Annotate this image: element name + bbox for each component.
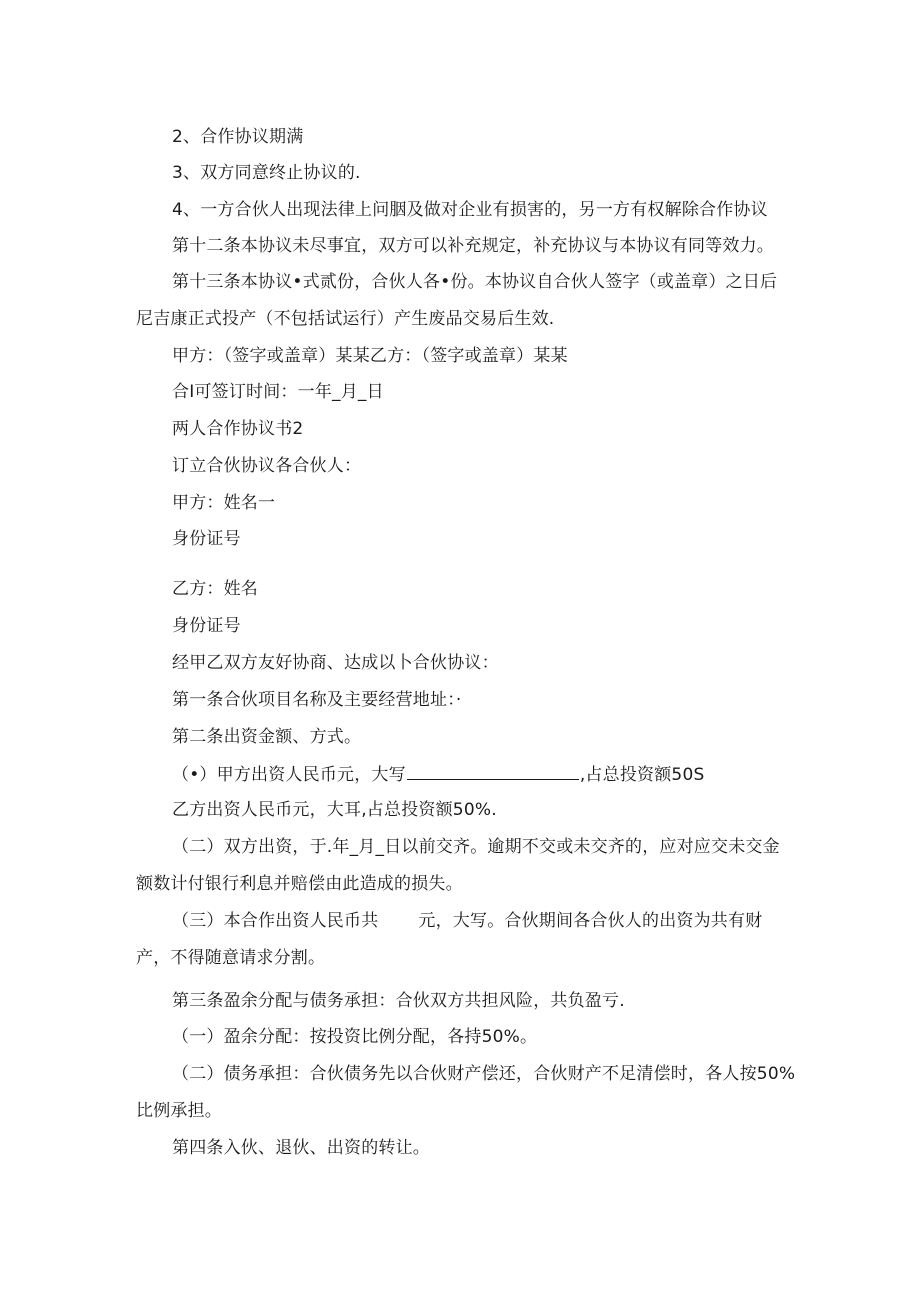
clause-text: ,占总投资额50S	[579, 765, 705, 785]
clause-line: 乙方出资人民币元，大耳,占总投资额50%.	[172, 800, 497, 820]
signature-line: 甲方：（签字或盖章）某某乙方：（签字或盖章）某某	[172, 346, 568, 366]
clause-line: 尼吉康正式投产（不包括试运行）产生废品交易后生效.	[136, 309, 555, 329]
party-b-name-line: 乙方：姓名	[172, 579, 258, 599]
clause-line: 第一条合伙项目名称及主要经营地址：·	[172, 690, 462, 710]
clause-line: （一）盈余分配：按投资比例分配，各持50%。	[172, 1027, 538, 1047]
clause-text: 元，大写。合伙期间各合伙人的出资为共有财	[418, 911, 763, 931]
clause-line: 订立合伙协议各合伙人：	[172, 456, 362, 476]
clause-line: 3、双方同意终止协议的.	[172, 163, 361, 183]
clause-line: 第十三条本协议•式贰份，合伙人各•份。本协议自合伙人签字（或盖章）之日后	[172, 272, 778, 292]
clause-line: （二）债务承担：合伙债务先以合伙财产偿还，合伙财产不足清偿时，各人按50%	[172, 1064, 796, 1084]
clause-text: （三）本合作出资人民币共	[172, 911, 379, 931]
clause-line: 2、合作协议期满	[172, 127, 304, 147]
clause-heading: 第二条出资金额、方式。	[172, 727, 362, 747]
party-a-name-line: 甲方：姓名一	[172, 493, 276, 513]
section-title: 两人合作协议书2	[172, 419, 304, 439]
party-a-id-line: 身份证号	[172, 529, 241, 549]
clause-line: 4、一方合伙人出现法律上问胭及做对企业有损害的，另一方有权解除合作协议	[172, 200, 768, 220]
clause-text: （•）甲方出资人民币元，大写	[172, 765, 406, 785]
clause-line: 经甲乙双方友好协商、达成以卜合伙协议：	[172, 653, 499, 673]
clause-line: （二）双方出资，于.年_月_日以前交齐。逾期不交或未交齐的，应对应交未交金	[172, 837, 780, 857]
signing-date-line: 合I可签订时间：一年_月_日	[172, 382, 384, 402]
party-b-id-line: 身份证号	[172, 616, 241, 636]
clause-line: 产，不得随意请求分割。	[136, 948, 326, 968]
clause-line: 第十二条本协议未尽事宜，双方可以补充规定，补充协议与本协议有同等效力。	[172, 236, 774, 256]
clause-line: 比例承担。	[136, 1101, 222, 1121]
clause-line-with-blank	[172, 763, 704, 786]
fill-in-blank	[407, 763, 579, 780]
clause-line-with-gap	[172, 910, 762, 932]
clause-heading: 第四条入伙、退伙、出资的转让。	[172, 1138, 430, 1158]
clause-line: 额数计付银行利息并赔偿由此造成的损失。	[136, 874, 463, 894]
clause-heading: 第三条盈余分配与债务承担：合伙双方共担风险，共负盈亏.	[172, 991, 625, 1011]
